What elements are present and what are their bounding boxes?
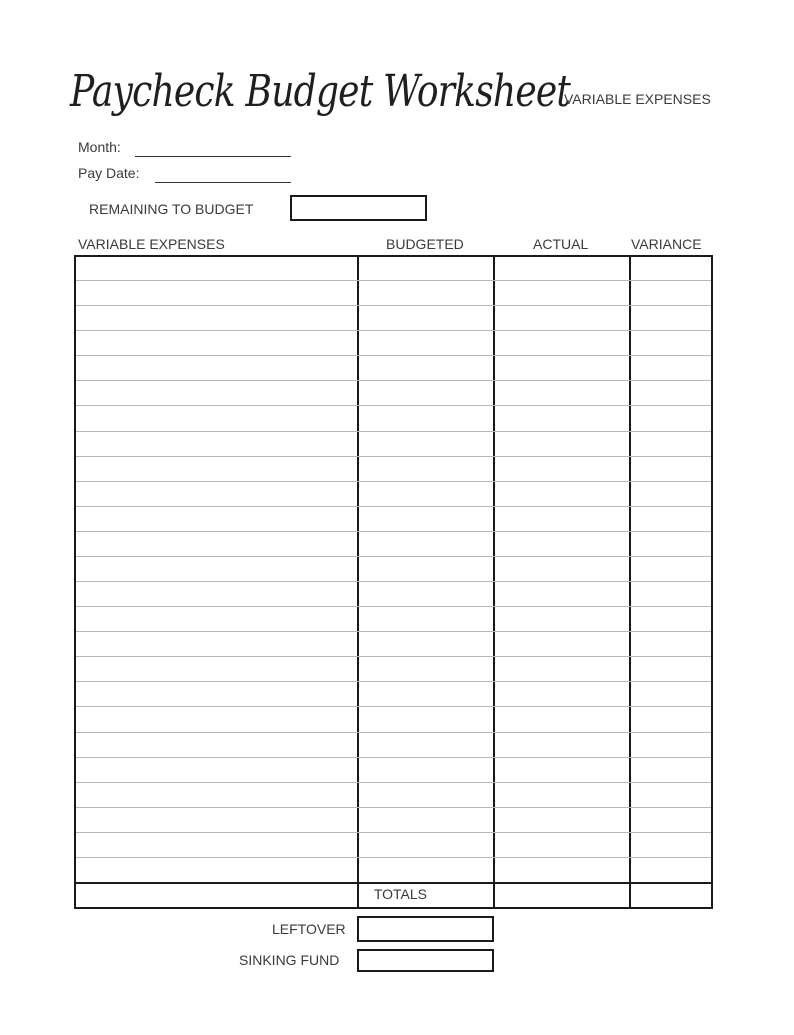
expense-name-cell[interactable]: [76, 432, 357, 456]
actual-cell[interactable]: [495, 306, 629, 330]
expense-name-cell[interactable]: [76, 482, 357, 506]
expense-name-cell[interactable]: [76, 682, 357, 706]
variance-cell[interactable]: [631, 733, 711, 757]
budgeted-cell[interactable]: [359, 381, 493, 405]
section-tag: VARIABLE EXPENSES: [564, 91, 711, 107]
actual-cell[interactable]: [495, 657, 629, 681]
actual-cell[interactable]: [495, 331, 629, 355]
variance-cell[interactable]: [631, 808, 711, 832]
budgeted-cell[interactable]: [359, 657, 493, 681]
expense-name-cell[interactable]: [76, 783, 357, 807]
budgeted-cell[interactable]: [359, 457, 493, 481]
budgeted-cell[interactable]: [359, 507, 493, 531]
remaining-to-budget-box[interactable]: [290, 195, 427, 221]
actual-cell[interactable]: [495, 356, 629, 380]
variance-cell[interactable]: [631, 632, 711, 656]
budgeted-cell[interactable]: [359, 733, 493, 757]
expense-name-cell[interactable]: [76, 808, 357, 832]
expense-name-cell[interactable]: [76, 457, 357, 481]
budgeted-cell[interactable]: [359, 482, 493, 506]
budgeted-cell[interactable]: [359, 532, 493, 556]
leftover-box[interactable]: [357, 916, 494, 942]
variance-cell[interactable]: [631, 682, 711, 706]
budgeted-cell[interactable]: [359, 256, 493, 280]
expense-name-cell[interactable]: [76, 557, 357, 581]
sinking-fund-label: SINKING FUND: [239, 952, 340, 968]
actual-cell[interactable]: [495, 783, 629, 807]
variance-cell[interactable]: [631, 507, 711, 531]
budgeted-cell[interactable]: [359, 281, 493, 305]
leftover-label: LEFTOVER: [272, 921, 346, 937]
column-header-variable-expenses: VARIABLE EXPENSES: [78, 236, 225, 252]
budgeted-cell[interactable]: [359, 783, 493, 807]
actual-cell[interactable]: [495, 858, 629, 882]
variance-cell[interactable]: [631, 482, 711, 506]
expense-name-cell[interactable]: [76, 306, 357, 330]
actual-cell[interactable]: [495, 457, 629, 481]
actual-cell[interactable]: [495, 582, 629, 606]
variance-cell[interactable]: [631, 432, 711, 456]
budgeted-cell[interactable]: [359, 707, 493, 731]
variance-cell[interactable]: [631, 833, 711, 857]
variance-cell[interactable]: [631, 783, 711, 807]
expense-name-cell[interactable]: [76, 356, 357, 380]
variance-cell[interactable]: [631, 707, 711, 731]
budgeted-cell[interactable]: [359, 406, 493, 430]
page-title: Paycheck Budget Worksheet: [70, 66, 571, 117]
expense-name-cell[interactable]: [76, 381, 357, 405]
actual-cell[interactable]: [495, 381, 629, 405]
variance-cell[interactable]: [631, 281, 711, 305]
expense-name-cell[interactable]: [76, 256, 357, 280]
actual-cell[interactable]: [495, 682, 629, 706]
totals-budgeted-cell[interactable]: [359, 884, 493, 907]
column-header-variance: VARIANCE: [631, 236, 702, 252]
actual-cell[interactable]: [495, 507, 629, 531]
column-header-actual: ACTUAL: [533, 236, 589, 252]
variance-cell[interactable]: [631, 306, 711, 330]
variance-cell[interactable]: [631, 532, 711, 556]
expense-name-cell[interactable]: [76, 331, 357, 355]
actual-cell[interactable]: [495, 482, 629, 506]
expense-name-cell[interactable]: [76, 532, 357, 556]
expense-name-cell[interactable]: [76, 707, 357, 731]
column-header-budgeted: BUDGETED: [386, 236, 464, 252]
variance-cell[interactable]: [631, 356, 711, 380]
variance-cell[interactable]: [631, 256, 711, 280]
totals-label: TOTALS: [373, 886, 427, 902]
variance-cell[interactable]: [631, 457, 711, 481]
pay-date-label: Pay Date:: [78, 165, 140, 181]
month-field[interactable]: [135, 156, 291, 157]
expense-name-cell[interactable]: [76, 281, 357, 305]
budgeted-cell[interactable]: [359, 557, 493, 581]
actual-cell[interactable]: [495, 532, 629, 556]
remaining-to-budget-label: REMAINING TO BUDGET: [89, 201, 254, 217]
expense-name-cell[interactable]: [76, 632, 357, 656]
budgeted-cell[interactable]: [359, 758, 493, 782]
budgeted-cell[interactable]: [359, 833, 493, 857]
actual-cell[interactable]: [495, 406, 629, 430]
actual-cell[interactable]: [495, 256, 629, 280]
actual-cell[interactable]: [495, 557, 629, 581]
actual-cell[interactable]: [495, 432, 629, 456]
sinking-fund-box[interactable]: [357, 949, 494, 972]
expense-name-cell[interactable]: [76, 833, 357, 857]
expense-name-cell[interactable]: [76, 507, 357, 531]
actual-cell[interactable]: [495, 733, 629, 757]
budgeted-cell[interactable]: [359, 682, 493, 706]
budgeted-cell[interactable]: [359, 808, 493, 832]
budgeted-cell[interactable]: [359, 607, 493, 631]
variance-cell[interactable]: [631, 331, 711, 355]
expense-name-cell[interactable]: [76, 858, 357, 882]
variance-cell[interactable]: [631, 557, 711, 581]
expense-name-cell[interactable]: [76, 406, 357, 430]
actual-cell[interactable]: [495, 281, 629, 305]
variance-cell[interactable]: [631, 381, 711, 405]
actual-cell[interactable]: [495, 808, 629, 832]
actual-cell[interactable]: [495, 833, 629, 857]
totals-variance-cell[interactable]: [631, 884, 711, 907]
expense-name-cell[interactable]: [76, 657, 357, 681]
actual-cell[interactable]: [495, 632, 629, 656]
expense-table: [74, 255, 713, 909]
actual-cell[interactable]: [495, 607, 629, 631]
budgeted-cell[interactable]: [359, 356, 493, 380]
actual-cell[interactable]: [495, 758, 629, 782]
variance-cell[interactable]: [631, 582, 711, 606]
actual-cell[interactable]: [495, 707, 629, 731]
budgeted-cell[interactable]: [359, 582, 493, 606]
expense-name-cell[interactable]: [76, 758, 357, 782]
variance-cell[interactable]: [631, 406, 711, 430]
budgeted-cell[interactable]: [359, 306, 493, 330]
expense-name-cell[interactable]: [76, 607, 357, 631]
month-label: Month:: [78, 139, 121, 155]
pay-date-field[interactable]: [155, 182, 291, 183]
variance-cell[interactable]: [631, 758, 711, 782]
variance-cell[interactable]: [631, 657, 711, 681]
variance-cell[interactable]: [631, 607, 711, 631]
budgeted-cell[interactable]: [359, 432, 493, 456]
expense-name-cell[interactable]: [76, 733, 357, 757]
budgeted-cell[interactable]: [359, 858, 493, 882]
totals-actual-cell[interactable]: [495, 884, 629, 907]
expense-name-cell[interactable]: [76, 582, 357, 606]
variance-cell[interactable]: [631, 858, 711, 882]
budgeted-cell[interactable]: [359, 331, 493, 355]
budgeted-cell[interactable]: [359, 632, 493, 656]
